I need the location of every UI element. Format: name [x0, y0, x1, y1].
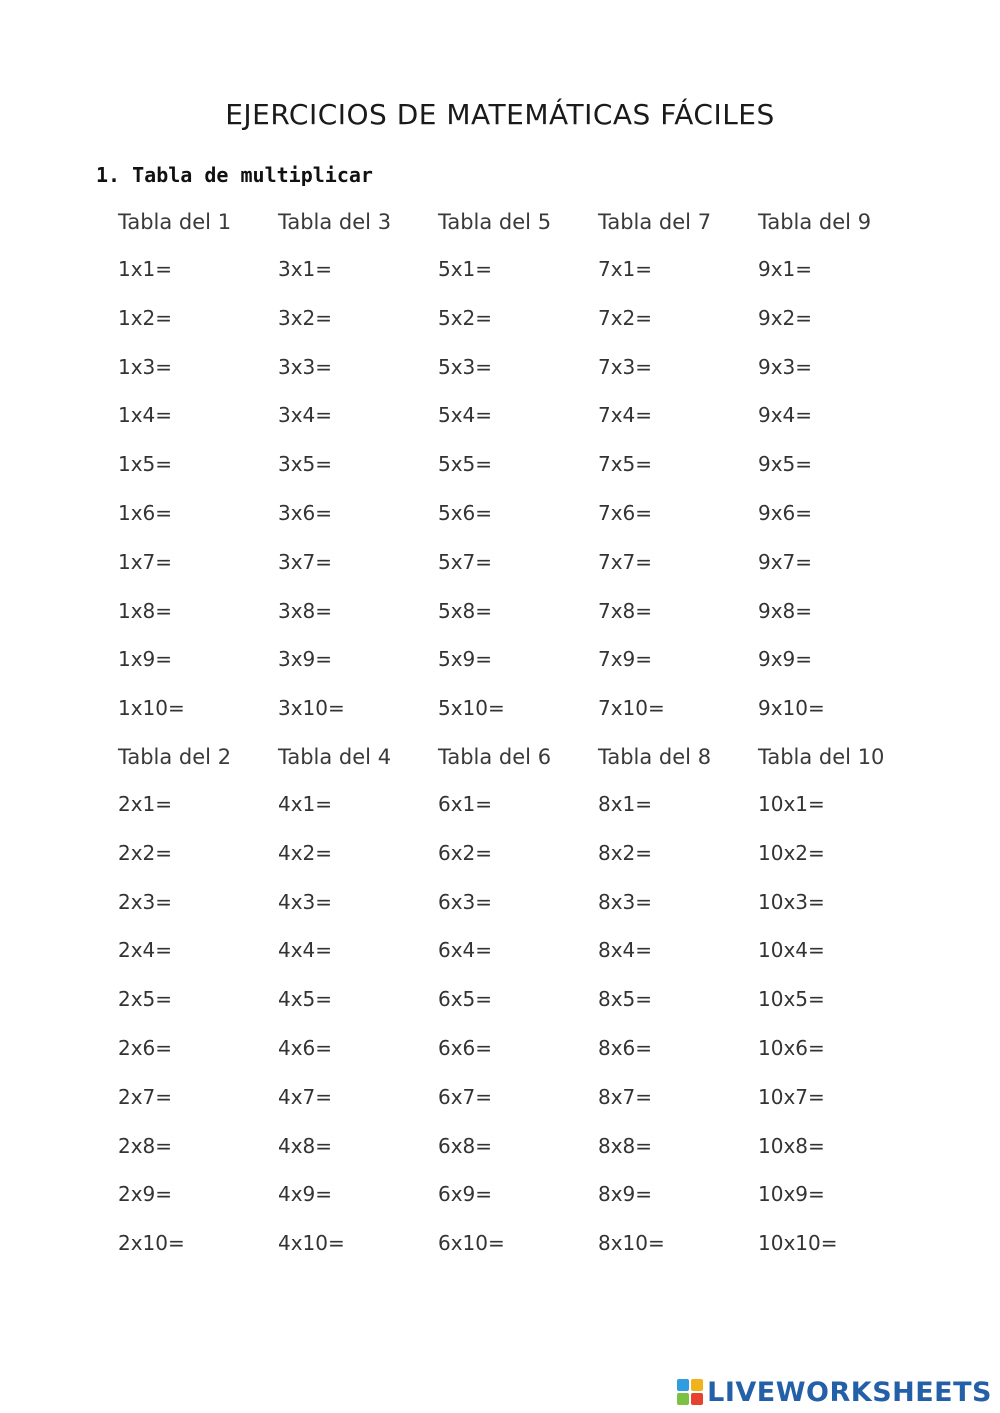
multiplication-exercise: 1x2=	[118, 305, 173, 330]
multiplication-exercise: 3x1=	[278, 257, 333, 281]
multiplication-exercise: 1x1=	[118, 257, 173, 281]
multiplication-exercise: 5x7=	[438, 549, 493, 574]
multiplication-exercise: 4x9=	[278, 1182, 333, 1207]
multiplication-exercise: 2x4=	[118, 938, 173, 963]
multiplication-exercise: 3x2=	[278, 305, 333, 330]
liveworksheets-logo-icon	[677, 1379, 703, 1405]
liveworksheets-logo	[677, 1377, 992, 1407]
multiplication-exercise: 4x8=	[278, 1133, 333, 1158]
multiplication-exercise: 9x6=	[758, 500, 813, 525]
multiplication-exercise: 3x8=	[278, 598, 333, 623]
multiplication-exercise: 3x6=	[278, 500, 333, 525]
multiplication-exercise: 10x8=	[758, 1133, 825, 1158]
table-header: Tabla del 3	[278, 210, 392, 234]
multiplication-exercise: 3x3=	[278, 354, 333, 379]
multiplication-exercise: 6x10=	[438, 1231, 505, 1256]
even-tables-block	[118, 742, 958, 1268]
multiplication-exercise: 8x1=	[598, 792, 653, 816]
multiplication-exercise: 9x9=	[758, 647, 813, 672]
multiplication-exercise: 8x2=	[598, 840, 653, 865]
multiplication-exercise: 8x9=	[598, 1182, 653, 1207]
multiplication-exercise: 9x1=	[758, 257, 813, 281]
multiplication-exercise: 7x2=	[598, 305, 653, 330]
multiplication-exercise: 4x7=	[278, 1084, 333, 1109]
multiplication-exercise: 9x5=	[758, 452, 813, 477]
multiplication-exercise: 5x8=	[438, 598, 493, 623]
multiplication-exercise: 9x2=	[758, 305, 813, 330]
multiplication-exercise: 6x5=	[438, 987, 493, 1012]
multiplication-exercise: 4x4=	[278, 938, 333, 963]
multiplication-exercise: 4x10=	[278, 1231, 345, 1256]
multiplication-exercise: 10x5=	[758, 987, 825, 1012]
multiplication-exercise: 6x7=	[438, 1084, 493, 1109]
multiplication-exercise: 3x7=	[278, 549, 333, 574]
multiplication-exercise: 1x7=	[118, 549, 173, 574]
multiplication-exercise: 6x2=	[438, 840, 493, 865]
multiplication-exercise: 4x5=	[278, 987, 333, 1012]
table-header: Tabla del 1	[118, 210, 232, 234]
even-tables-columns	[118, 742, 958, 1268]
logo-text: LIVEWORKSHEETS	[707, 1376, 992, 1408]
multiplication-exercise: 6x3=	[438, 889, 493, 914]
multiplication-exercise: 2x8=	[118, 1133, 173, 1158]
multiplication-table-column	[278, 742, 438, 1268]
table-header: Tabla del 4	[278, 745, 392, 769]
table-header: Tabla del 7	[598, 210, 712, 234]
multiplication-exercise: 1x10=	[118, 696, 185, 721]
multiplication-exercise: 7x8=	[598, 598, 653, 623]
multiplication-exercise: 6x6=	[438, 1035, 493, 1060]
multiplication-exercise: 10x6=	[758, 1035, 825, 1060]
multiplication-exercise: 5x6=	[438, 500, 493, 525]
page-title: EJERCICIOS DE MATEMÁTICAS FÁCILES	[225, 98, 775, 131]
multiplication-exercise: 3x4=	[278, 403, 333, 428]
multiplication-exercise: 5x1=	[438, 257, 493, 281]
multiplication-exercise: 3x9=	[278, 647, 333, 672]
multiplication-exercise: 9x8=	[758, 598, 813, 623]
multiplication-exercise: 1x3=	[118, 354, 173, 379]
multiplication-exercise: 4x2=	[278, 840, 333, 865]
multiplication-table-column	[598, 207, 758, 733]
multiplication-exercise: 1x4=	[118, 403, 173, 428]
multiplication-exercise: 6x9=	[438, 1182, 493, 1207]
multiplication-exercise: 5x5=	[438, 452, 493, 477]
multiplication-table-column	[758, 742, 918, 1268]
multiplication-exercise: 4x6=	[278, 1035, 333, 1060]
multiplication-exercise: 7x3=	[598, 354, 653, 379]
multiplication-exercise: 10x3=	[758, 889, 825, 914]
multiplication-table-column	[598, 742, 758, 1268]
multiplication-exercise: 9x7=	[758, 549, 813, 574]
multiplication-exercise: 9x10=	[758, 696, 825, 721]
multiplication-exercise: 2x7=	[118, 1084, 173, 1109]
multiplication-exercise: 8x3=	[598, 889, 653, 914]
multiplication-exercise: 7x5=	[598, 452, 653, 477]
multiplication-exercise: 7x1=	[598, 257, 653, 281]
table-header: Tabla del 10	[758, 745, 885, 769]
multiplication-exercise: 8x8=	[598, 1133, 653, 1158]
table-header: Tabla del 5	[438, 210, 552, 234]
multiplication-exercise: 10x10=	[758, 1231, 838, 1256]
multiplication-exercise: 3x5=	[278, 452, 333, 477]
table-header: Tabla del 6	[438, 745, 552, 769]
multiplication-exercise: 8x6=	[598, 1035, 653, 1060]
multiplication-exercise: 10x2=	[758, 840, 825, 865]
multiplication-exercise: 8x7=	[598, 1084, 653, 1109]
multiplication-table-column	[438, 207, 598, 733]
multiplication-exercise: 1x6=	[118, 500, 173, 525]
multiplication-exercise: 9x3=	[758, 354, 813, 379]
multiplication-exercise: 10x4=	[758, 938, 825, 963]
table-header: Tabla del 9	[758, 210, 872, 234]
multiplication-exercise: 8x4=	[598, 938, 653, 963]
multiplication-exercise: 5x9=	[438, 647, 493, 672]
multiplication-exercise: 2x1=	[118, 792, 173, 816]
multiplication-exercise: 4x1=	[278, 792, 333, 816]
multiplication-exercise: 2x2=	[118, 840, 173, 865]
multiplication-exercise: 6x8=	[438, 1133, 493, 1158]
multiplication-exercise: 6x1=	[438, 792, 493, 816]
multiplication-exercise: 5x10=	[438, 696, 505, 721]
multiplication-exercise: 2x9=	[118, 1182, 173, 1207]
multiplication-exercise: 2x5=	[118, 987, 173, 1012]
multiplication-exercise: 1x8=	[118, 598, 173, 623]
multiplication-exercise: 8x10=	[598, 1231, 665, 1256]
multiplication-exercise: 2x10=	[118, 1231, 185, 1256]
multiplication-exercise: 10x9=	[758, 1182, 825, 1207]
table-header: Tabla del 2	[118, 745, 232, 769]
multiplication-table-column	[118, 207, 278, 733]
multiplication-exercise: 5x3=	[438, 354, 493, 379]
multiplication-table-column	[438, 742, 598, 1268]
multiplication-exercise: 9x4=	[758, 403, 813, 428]
multiplication-exercise: 10x7=	[758, 1084, 825, 1109]
multiplication-exercise: 7x4=	[598, 403, 653, 428]
multiplication-exercise: 2x3=	[118, 889, 173, 914]
odd-tables-block	[118, 207, 958, 733]
multiplication-exercise: 7x6=	[598, 500, 653, 525]
multiplication-exercise: 1x9=	[118, 647, 173, 672]
multiplication-exercise: 6x4=	[438, 938, 493, 963]
odd-tables-columns	[118, 207, 958, 733]
table-header: Tabla del 8	[598, 745, 712, 769]
multiplication-table-column	[118, 742, 278, 1268]
multiplication-exercise: 7x10=	[598, 696, 665, 721]
multiplication-exercise: 10x1=	[758, 792, 825, 816]
multiplication-exercise: 2x6=	[118, 1035, 173, 1060]
section-heading: 1. Tabla de multiplicar	[96, 163, 373, 187]
multiplication-table-column	[278, 207, 438, 733]
multiplication-exercise: 3x10=	[278, 696, 345, 721]
multiplication-exercise: 7x7=	[598, 549, 653, 574]
multiplication-exercise: 4x3=	[278, 889, 333, 914]
multiplication-exercise: 5x4=	[438, 403, 493, 428]
multiplication-exercise: 1x5=	[118, 452, 173, 477]
multiplication-exercise: 8x5=	[598, 987, 653, 1012]
multiplication-exercise: 7x9=	[598, 647, 653, 672]
multiplication-exercise: 5x2=	[438, 305, 493, 330]
multiplication-table-column	[758, 207, 918, 733]
